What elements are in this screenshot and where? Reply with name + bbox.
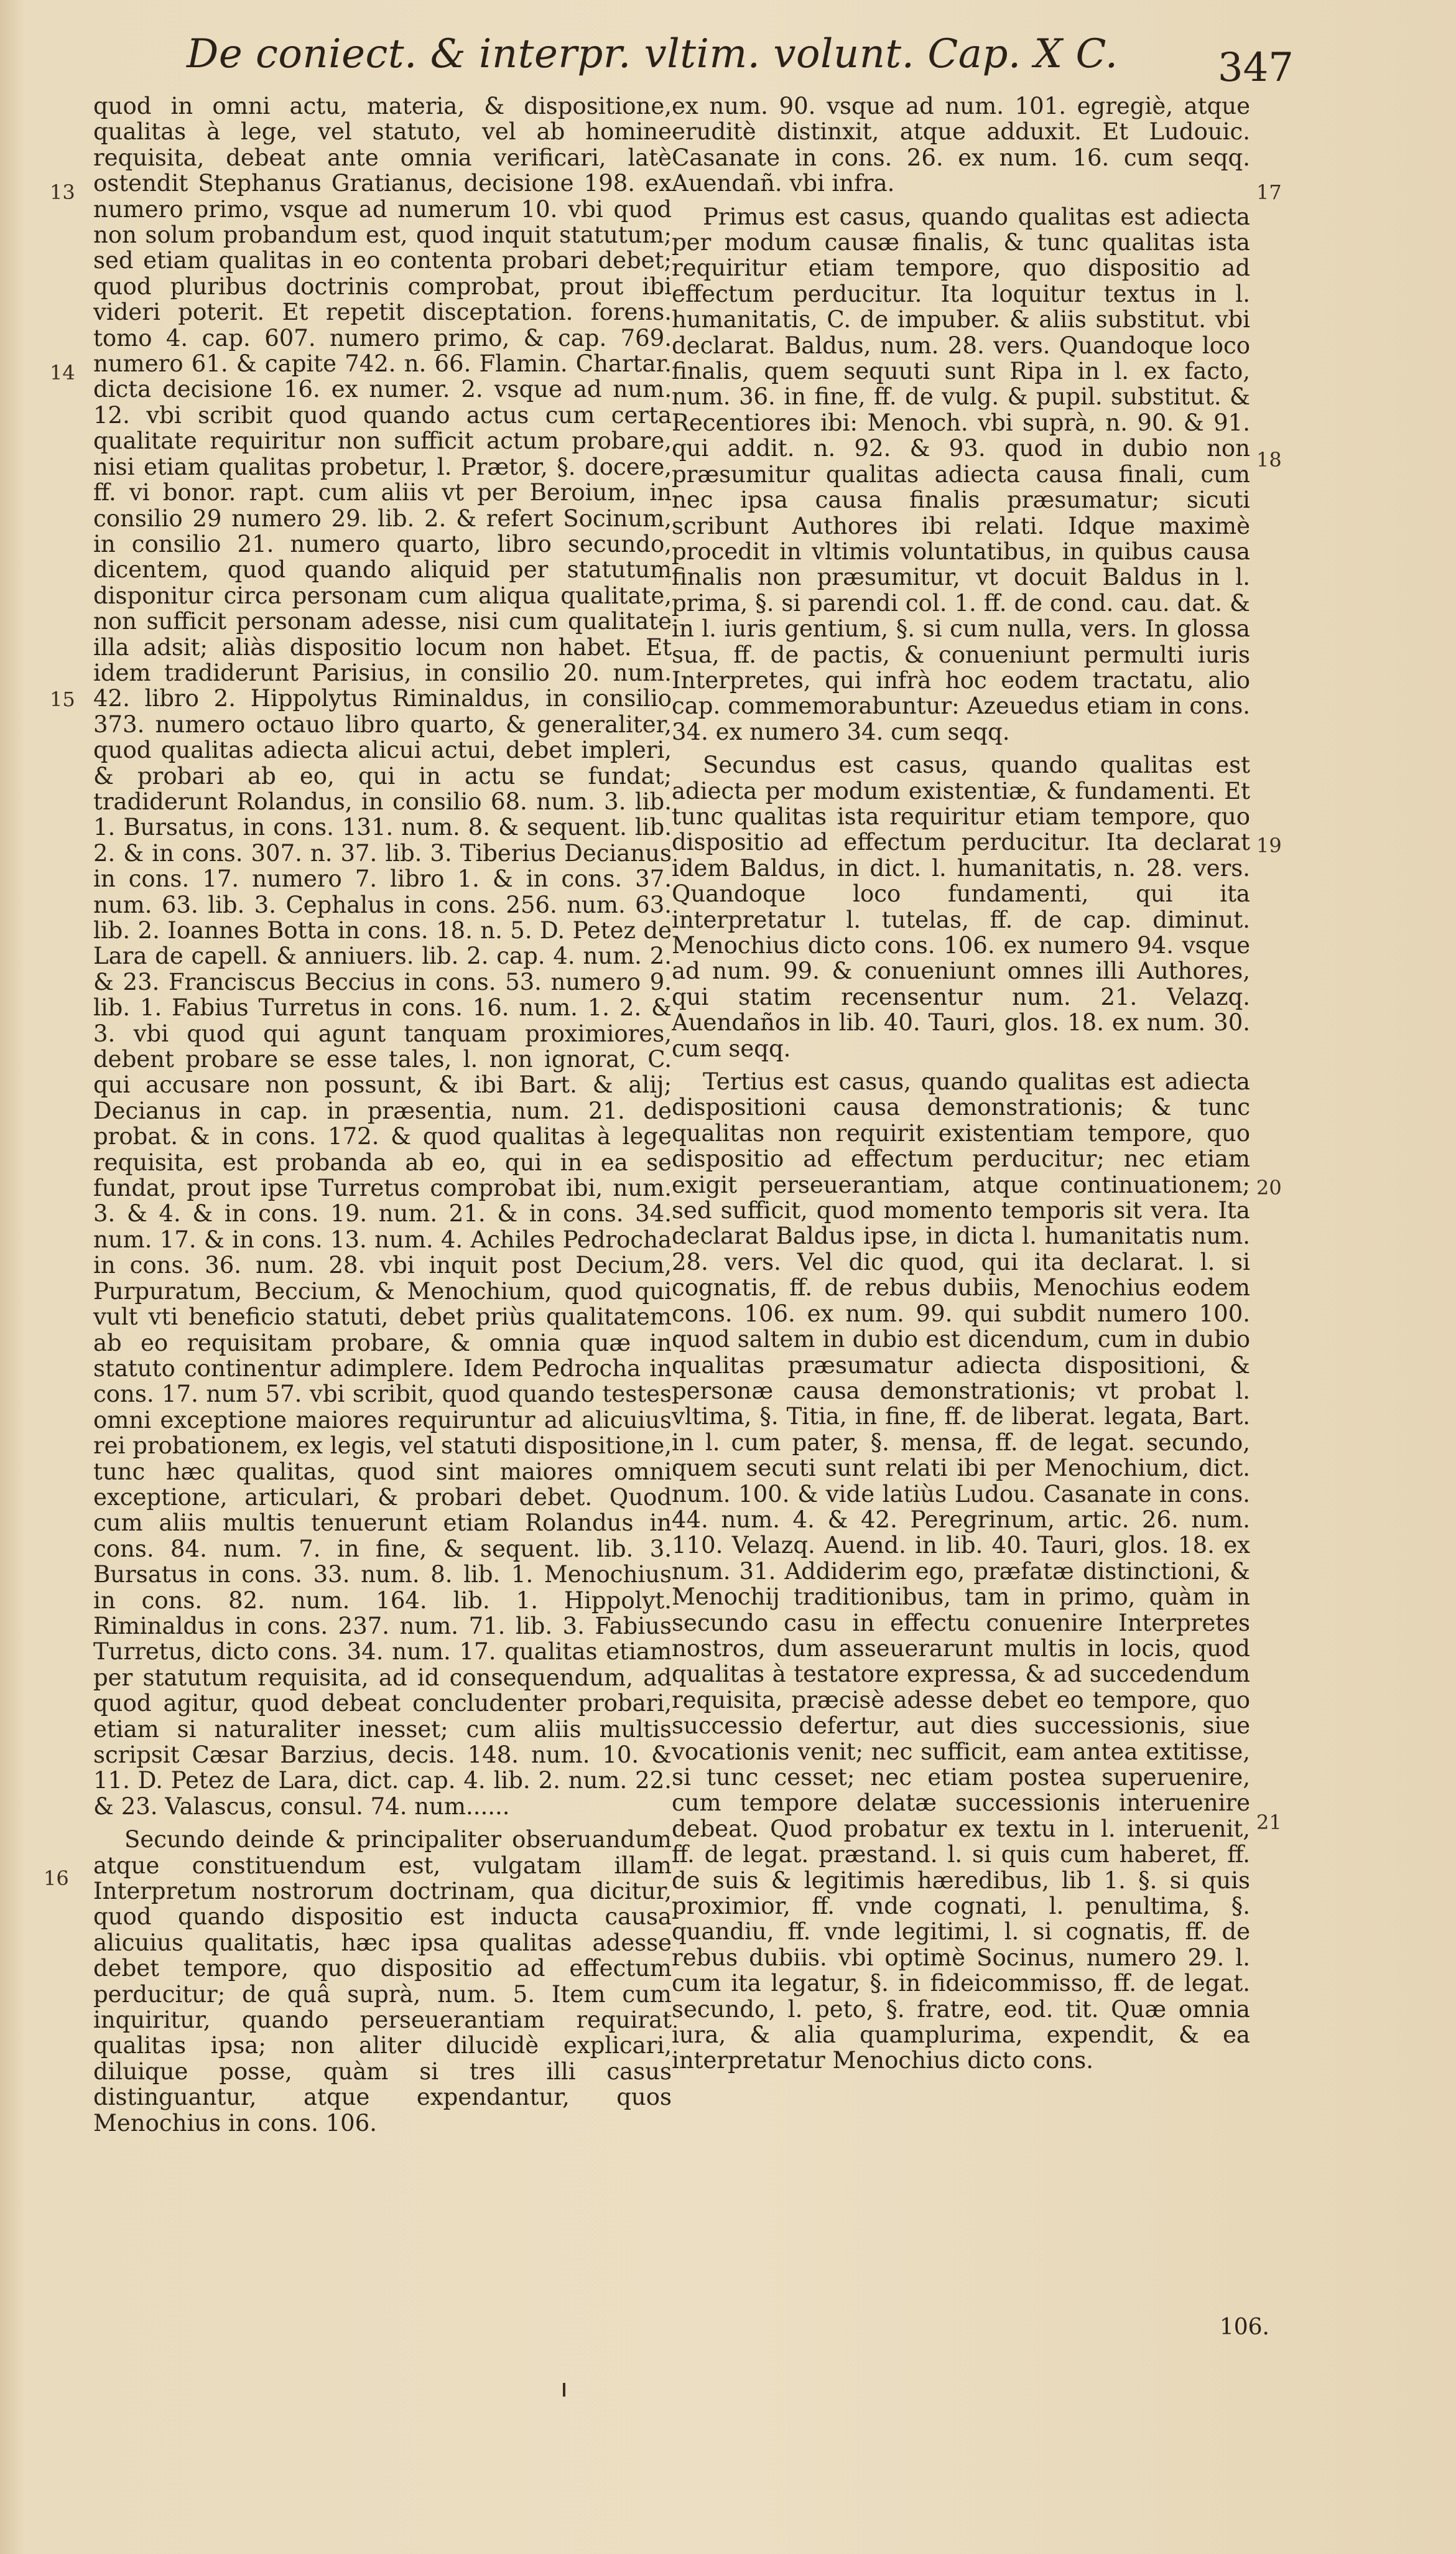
margin-number-20: 20 bbox=[1256, 1176, 1282, 1200]
page-header bbox=[187, 25, 1294, 91]
bottom-mark bbox=[563, 2383, 565, 2397]
margin-number-17: 17 bbox=[1256, 180, 1282, 204]
page-number: 347 bbox=[1217, 45, 1294, 91]
margin-number-16: 16 bbox=[44, 1867, 69, 1890]
right-paragraph-2: Primus est casus, quando qualitas est adiecta per modum causæ finalis, & tunc qualitas ista requiritur etiam tempore, quo dispositio ad effectum perducitur. Ita loquitur textus in l. humanitatis, C. de impuber. & aliis substitut. vbi declarat. Baldus, num. 28. vers. Quandoque loco finalis, quem sequuti sunt Ripa in l. ex facto, num. 36. in fine, ff. de vulg. & pupil. substitut. & Recentiores ibi: Menoch. vbi suprà, n. 90. & 91. qui addit. n. 92. & 93. quod in dubio non præsumitur qualitas adiecta causa finali, cum nec ipsa causa finalis præsumatur; sicuti scribunt Authores ibi relati. Idque maximè procedit in vltimis voluntatibus, in quibus causa finalis non præsumitur, vt docuit Baldus in l. prima, §. si parendi col. 1. ff. de cond. cau. dat. & in l. iuris gentium, §. si cum nulla, vers. In glossa sua, ff. de pactis, & conueniunt permulti iuris Interpretes, qui infrà hoc eodem tractatu, alio cap. commemorabuntur: Azeuedus etiam in cons. 34. ex numero 34. cum seqq. bbox=[672, 203, 1250, 745]
right-paragraph-4: Tertius est casus, quando qualitas est adiecta dispositioni causa demonstrationis; & tunc qualitas non requirit existentiam tempore, quo dispositio ad effectum perducitur; nec etiam exigit perseuerantiam, atque continuationem; sed sufficit, quod momento temporis sit vera. Ita declarat Baldus ipse, in dicta l. humanitatis num. 28. vers. Vel dic quod, qui ita declarat. l. si cognatis, ff. de rebus dubiis, Menochius eodem cons. 106. ex num. 99. qui subdit numero 100. quod saltem in dubio est dicendum, cum in dubio qualitas præsumatur adiecta dispositioni, & personæ causa demonstrationis; vt probat l. vltima, §. Titia, in fine, ff. de liberat. legata, Bart. in l. cum pater, §. mensa, ff. de legat. secundo, quem secuti sunt relati ibi per Menochium, dict. num. 100. & vide latiùs Ludou. Casanate in cons. 44. num. 4. & 42. Peregrinum, artic. 26. num. 110. Velazq. Auend. in lib. 40. Tauri, glos. 18. ex num. 31. Addiderim ego, præfatæ distinctioni, & Menochij traditionibus, tam in primo, quàm in secundo casu in effectu conuenire Interpretes nostros, dum asseuerarunt multis in locis, quod qualitas à testatore expressa, & ad succedendum requisita, præcisè adesse debet eo tempore, quo successio defertur, aut dies successionis, siue vocationis venit; nec sufficit, eam antea extitisse, si tunc cesset; nec etiam postea superuenire, cum tempore delatæ successionis interuenire debeat. Quod probatur ex textu in l. interuenit, ff. de legat. præstand. l. si quis cum haberet, ff. de suis & legitimis hæredibus, lib 1. §. si quis proximior, ff. vnde cognati, l. penultima, §. quandiu, ff. vnde legitimi, l. si cognatis, ff. de rebus dubiis. vbi optimè Socinus, numero 29. l. cum ita legatur, §. in fideicommisso, ff. de legat. secundo, l. peto, §. fratre, eod. tit. Quæ omnia iura, & alia quamplurima, expendit, & ea interpretatur Menochius dicto cons. bbox=[672, 1068, 1250, 2074]
margin-number-14: 14 bbox=[50, 361, 75, 384]
margin-number-21: 21 bbox=[1256, 1811, 1282, 1834]
left-column bbox=[93, 93, 672, 2136]
right-column bbox=[672, 93, 1250, 2074]
left-paragraph-1: quod in omni actu, materia, & dispositione, qualitas à lege, vel statuto, vel ab homine requisita, debeat ante omnia verificari, latè ostendit Stephanus Gratianus, decisione 198. ex numero primo, vsque ad numerum 10. vbi quod non solum probandum est, quod inquit statutum; sed etiam qualitas in eo contenta probari debet; quod pluribus doctrinis comprobat, prout ibi videri poterit. Et repetit disceptation. forens. tomo 4. cap. 607. numero primo, & cap. 769. numero 61. & capite 742. n. 66. Flamin. Chartar. dicta decisione 16. ex numer. 2. vsque ad num. 12. vbi scribit quod quando actus cum certa qualitate requiritur non sufficit actum probare, nisi etiam qualitas probetur, l. Prætor, §. docere, ff. vi bonor. rapt. cum aliis vt per Beroium, in consilio 29 numero 29. lib. 2. & refert Socinum, in consilio 21. numero quarto, libro secundo, dicentem, quod quando aliquid per statutum disponitur circa personam cum aliqua qualitate, non sufficit personam adesse, nisi cum qualitate illa adsit; aliàs dispositio locum non habet. Et idem tradiderunt Parisius, in consilio 20. num. 42. libro 2. Hippolytus Riminaldus, in consilio 373. numero octauo libro quarto, & generaliter, quod qualitas adiecta alicui actui, debet impleri, & probari ab eo, qui in actu se fundat; tradiderunt Rolandus, in consilio 68. num. 3. lib. 1. Bursatus, in cons. 131. num. 8. & sequent. lib. 2. & in cons. 307. n. 37. lib. 3. Tiberius Decianus in cons. 17. numero 7. libro 1. & in cons. 37. num. 63. lib. 3. Cephalus in cons. 256. num. 63. lib. 2. Ioannes Botta in cons. 18. n. 5. D. Petez de Lara de capell. & anniuers. lib. 2. cap. 4. num. 2. & 23. Franciscus Beccius in cons. 53. numero 9. lib. 1. Fabius Turretus in cons. 16. num. 1. 2. & 3. vbi quod qui agunt tanquam proximiores, debent probare se esse tales, l. non ignorat, C. qui accusare non possunt, & ibi Bart. & alij; Decianus in cap. in præsentia, num. 21. de probat. & in cons. 172. & quod qualitas à lege requisita, est probanda ab eo, qui in ea se fundat, prout ipse Turretus comprobat ibi, num. 3. & 4. & in cons. 19. num. 21. & in cons. 34. num. 17. & in cons. 13. num. 4. Achiles Pedrocha in cons. 36. num. 28. vbi inquit post Decium, Purpuratum, Beccium, & Menochium, quod qui vult vti beneficio statuti, debet priùs qualitatem ab eo requisitam probare, & omnia quæ in statuto continentur adimplere. Idem Pedrocha in cons. 17. num 57. vbi scribit, quod quando testes omni exceptione maiores requiruntur ad alicuius rei probationem, ex legis, vel statuti dispositione, tunc hæc qualitas, quod sint maiores omni exceptione, articulari, & probari debet. Quod cum aliis multis tenuerunt etiam Rolandus in cons. 84. num. 7. in fine, & sequent. lib. 3. Bursatus in cons. 33. num. 8. lib. 1. Menochius in cons. 82. num. 164. lib. 1. Hippolyt. Riminaldus in cons. 237. num. 71. lib. 3. Fabius Turretus, dicto cons. 34. num. 17. qualitas etiam per statutum requisita, ad id consequendum, ad quod agitur, quod debeat concludenter probari, etiam si naturaliter inesset; cum aliis multis scripsit Cæsar Barzius, decis. 148. num. 10. & 11. D. Petez de Lara, dict. cap. 4. lib. 2. num. 22. & 23. Valascus, consul. 74. num...... bbox=[93, 93, 672, 1820]
margin-number-13: 13 bbox=[50, 180, 75, 204]
running-head: De coniect. & interpr. vltim. volunt. Cap. X C. bbox=[187, 31, 1118, 77]
margin-number-18: 18 bbox=[1256, 448, 1282, 472]
margin-number-15: 15 bbox=[50, 687, 75, 711]
catchword: 106. bbox=[1219, 2314, 1269, 2340]
right-paragraph-3: Secundus est casus, quando qualitas est adiecta per modum existentiæ, & fundamenti. Et tunc qualitas ista requiritur etiam tempore, quo dispositio ad effectum perducitur. Ita declarat idem Baldus, in dict. l. humanitatis, n. 28. vers. Quandoque loco fundamenti, qui ita interpretatur l. tutelas, ff. de cap. diminut. Menochius dicto cons. 106. ex numero 94. vsque ad num. 99. & conueniunt omnes illi Authores, qui statim recensentur num. 21. Velazq. Auendaños in lib. 40. Tauri, glos. 18. ex num. 30. cum seqq. bbox=[672, 752, 1250, 1062]
left-paragraph-2: Secundo deinde & principaliter obseruandum atque constituendum est, vulgatam illam Interpretum nostrorum doctrinam, qua dicitur, quod quando dispositio est inducta causa alicuius qualitatis, hæc ipsa qualitas adesse debet tempore, quo dispositio ad effectum perducitur; de quâ suprà, num. 5. Item cum inquiritur, quando perseuerantiam requirat qualitas ipsa; non aliter dilucidè explicari, diluique posse, quàm si tres illi casus distinguantur, atque expendantur, quos Menochius in cons. 106. bbox=[93, 1826, 672, 2137]
margin-number-19: 19 bbox=[1256, 834, 1282, 857]
right-paragraph-1: ex num. 90. vsque ad num. 101. egregiè, atque eruditè distinxit, atque adduxit. Et Ludouic. Casanate in cons. 26. ex num. 16. cum seqq. Auendañ. vbi infra. bbox=[672, 93, 1250, 197]
